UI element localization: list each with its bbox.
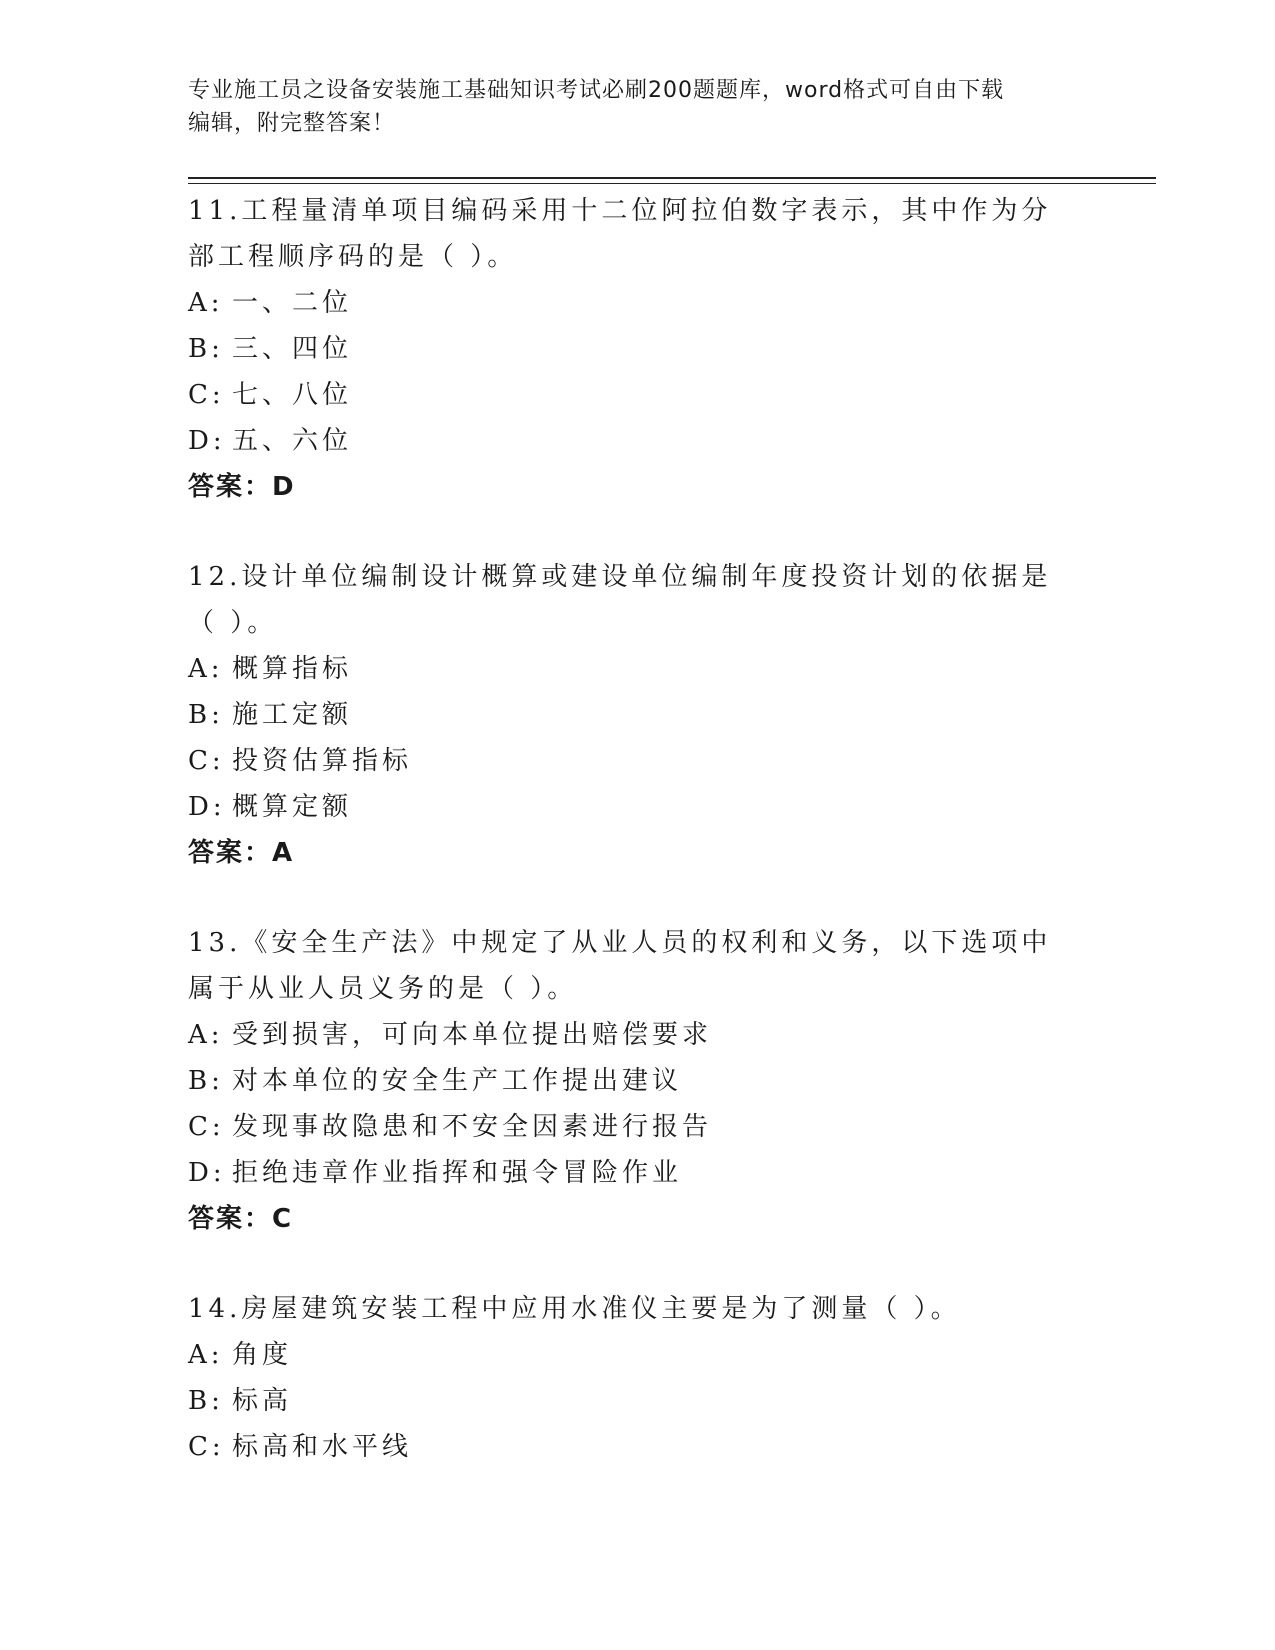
header-rule-thin	[188, 183, 1156, 184]
option-text: 标高	[232, 1386, 293, 1416]
option-text: 对本单位的安全生产工作提出建议	[232, 1066, 683, 1096]
option-b	[188, 326, 1088, 372]
option-b	[188, 1058, 1088, 1104]
option-text: 施工定额	[232, 700, 353, 730]
answer: 答案：D	[188, 472, 296, 502]
option-text: 概算指标	[232, 654, 353, 684]
option-letter: C:	[188, 746, 225, 776]
option-letter: A:	[188, 1020, 224, 1050]
option-letter: D:	[188, 1158, 226, 1188]
option-c	[188, 1104, 1088, 1150]
option-c	[188, 738, 1088, 784]
option-letter: B:	[188, 334, 224, 364]
option-letter: D:	[188, 426, 226, 456]
option-b	[188, 692, 1088, 738]
header-line-1: 专业施工员之设备安装施工基础知识考试必刷200题题库，word格式可自由下载	[188, 78, 1005, 103]
option-letter: B:	[188, 1386, 224, 1416]
option-text: 标高和水平线	[232, 1432, 413, 1462]
option-a	[188, 280, 1088, 326]
option-letter: A:	[188, 288, 224, 318]
option-letter: C:	[188, 380, 225, 410]
question-12	[188, 554, 1088, 876]
option-a	[188, 646, 1088, 692]
option-text: 发现事故隐患和不安全因素进行报告	[232, 1112, 713, 1142]
option-text: 七、八位	[232, 380, 353, 410]
option-b	[188, 1378, 1088, 1424]
option-text: 拒绝违章作业指挥和强令冒险作业	[232, 1158, 683, 1188]
question-stem: 12.设计单位编制设计概算或建设单位编制年度投资计划的依据是（ ）。	[188, 562, 1052, 638]
option-text: 受到损害，可向本单位提出赔偿要求	[232, 1020, 713, 1050]
question-11	[188, 188, 1088, 510]
answer: 答案：A	[188, 838, 295, 868]
option-c	[188, 1424, 1088, 1470]
question-list	[188, 188, 1088, 1514]
option-c	[188, 372, 1088, 418]
option-text: 五、六位	[232, 426, 353, 456]
question-14	[188, 1286, 1088, 1470]
option-text: 一、二位	[232, 288, 353, 318]
option-letter: C:	[188, 1432, 225, 1462]
option-a	[188, 1332, 1088, 1378]
option-d	[188, 784, 1088, 830]
option-text: 角度	[232, 1340, 293, 1370]
question-stem: 11.工程量清单项目编码采用十二位阿拉伯数字表示，其中作为分部工程顺序码的是（ ）。	[188, 196, 1052, 272]
option-d	[188, 1150, 1088, 1196]
option-a	[188, 1012, 1088, 1058]
option-text: 三、四位	[232, 334, 353, 364]
option-letter: C:	[188, 1112, 225, 1142]
document-header	[188, 74, 1078, 140]
option-text: 概算定额	[232, 792, 353, 822]
header-line-2: 编辑，附完整答案！	[188, 111, 396, 136]
option-letter: A:	[188, 654, 224, 684]
answer: 答案：C	[188, 1204, 294, 1234]
question-13	[188, 920, 1088, 1242]
header-rule-thick	[188, 177, 1156, 179]
option-letter: D:	[188, 792, 226, 822]
option-d	[188, 418, 1088, 464]
question-stem: 14.房屋建筑安装工程中应用水准仪主要是为了测量（ ）。	[188, 1294, 961, 1324]
option-letter: B:	[188, 1066, 224, 1096]
question-stem: 13.《安全生产法》中规定了从业人员的权利和义务，以下选项中属于从业人员义务的是（ ）。	[188, 928, 1052, 1004]
option-text: 投资估算指标	[232, 746, 413, 776]
option-letter: B:	[188, 700, 224, 730]
option-letter: A:	[188, 1340, 224, 1370]
